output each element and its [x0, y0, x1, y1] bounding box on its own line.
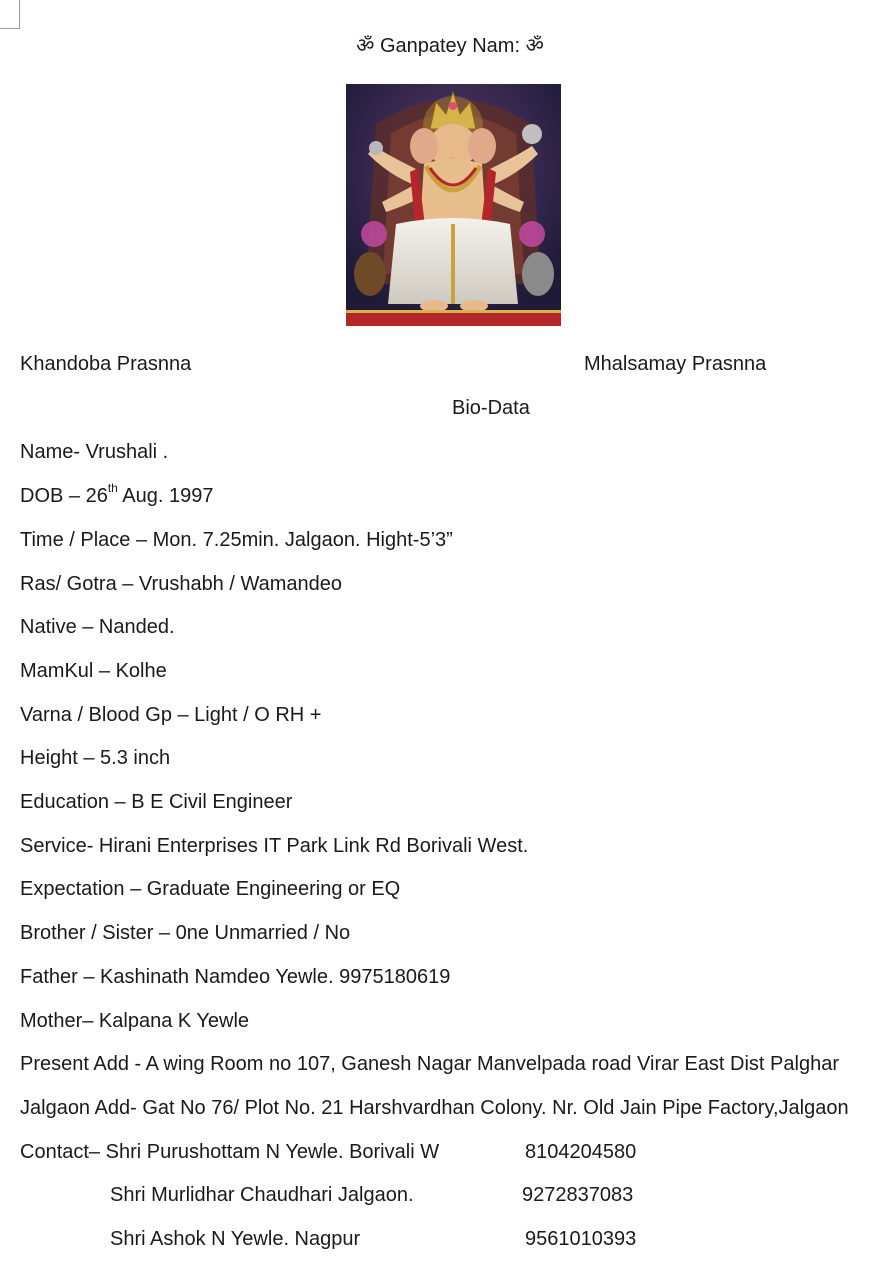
field-expectation: Expectation – Graduate Engineering or EQ	[20, 878, 401, 900]
field-present-address: Present Add - A wing Room no 107, Ganesh Nagar Manvelpada road Virar East Dist Palghar	[20, 1053, 839, 1075]
contact-number-1: 8104204580	[525, 1141, 637, 1163]
field-mother: Mother– Kalpana K Yewle	[20, 1010, 250, 1032]
field-ras-gotra: Ras/ Gotra – Vrushabh / Wamandeo	[20, 573, 343, 595]
dob-suffix: Aug. 1997	[117, 485, 214, 507]
contact-label-2: Shri Murlidhar Chaudhari Jalgaon.	[110, 1184, 414, 1206]
dob-prefix: DOB – 26	[20, 485, 108, 507]
contact-label-1: Contact– Shri Purushottam N Yewle. Borivali W	[20, 1141, 440, 1163]
contact-number-3: 9561010393	[525, 1228, 637, 1250]
page-header-title: ॐ Ganpatey Nam: ॐ	[356, 35, 544, 57]
field-father: Father – Kashinath Namdeo Yewle. 9975180619	[20, 966, 451, 988]
contact-number-2: 9272837083	[522, 1184, 634, 1206]
field-siblings: Brother / Sister – 0ne Unmarried / No	[20, 922, 351, 944]
contact-label-3: Shri Ashok N Yewle. Nagpur	[110, 1228, 361, 1250]
ganesha-idol-image	[346, 84, 561, 326]
blessing-right: Mhalsamay Prasnna	[584, 353, 767, 375]
document-title: Bio-Data	[452, 397, 530, 419]
page-corner-marker	[0, 0, 20, 29]
field-mamkul: MamKul – Kolhe	[20, 660, 167, 682]
field-name: Name- Vrushali .	[20, 441, 169, 463]
dob-superscript: th	[107, 481, 118, 496]
field-time-place: Time / Place – Mon. 7.25min. Jalgaon. Hight-5’3”	[20, 529, 453, 551]
field-service: Service- Hirani Enterprises IT Park Link Rd Borivali West.	[20, 835, 529, 857]
field-education: Education – B E Civil Engineer	[20, 791, 293, 813]
blessing-left: Khandoba Prasnna	[20, 353, 192, 375]
field-height: Height – 5.3 inch	[20, 747, 171, 769]
field-native: Native – Nanded.	[20, 616, 175, 638]
field-dob	[20, 481, 214, 508]
field-jalgaon-address: Jalgaon Add- Gat No 76/ Plot No. 21 Harshvardhan Colony. Nr. Old Jain Pipe Factory,Jalgaon	[20, 1097, 849, 1119]
field-varna-blood: Varna / Blood Gp – Light / O RH +	[20, 704, 322, 726]
